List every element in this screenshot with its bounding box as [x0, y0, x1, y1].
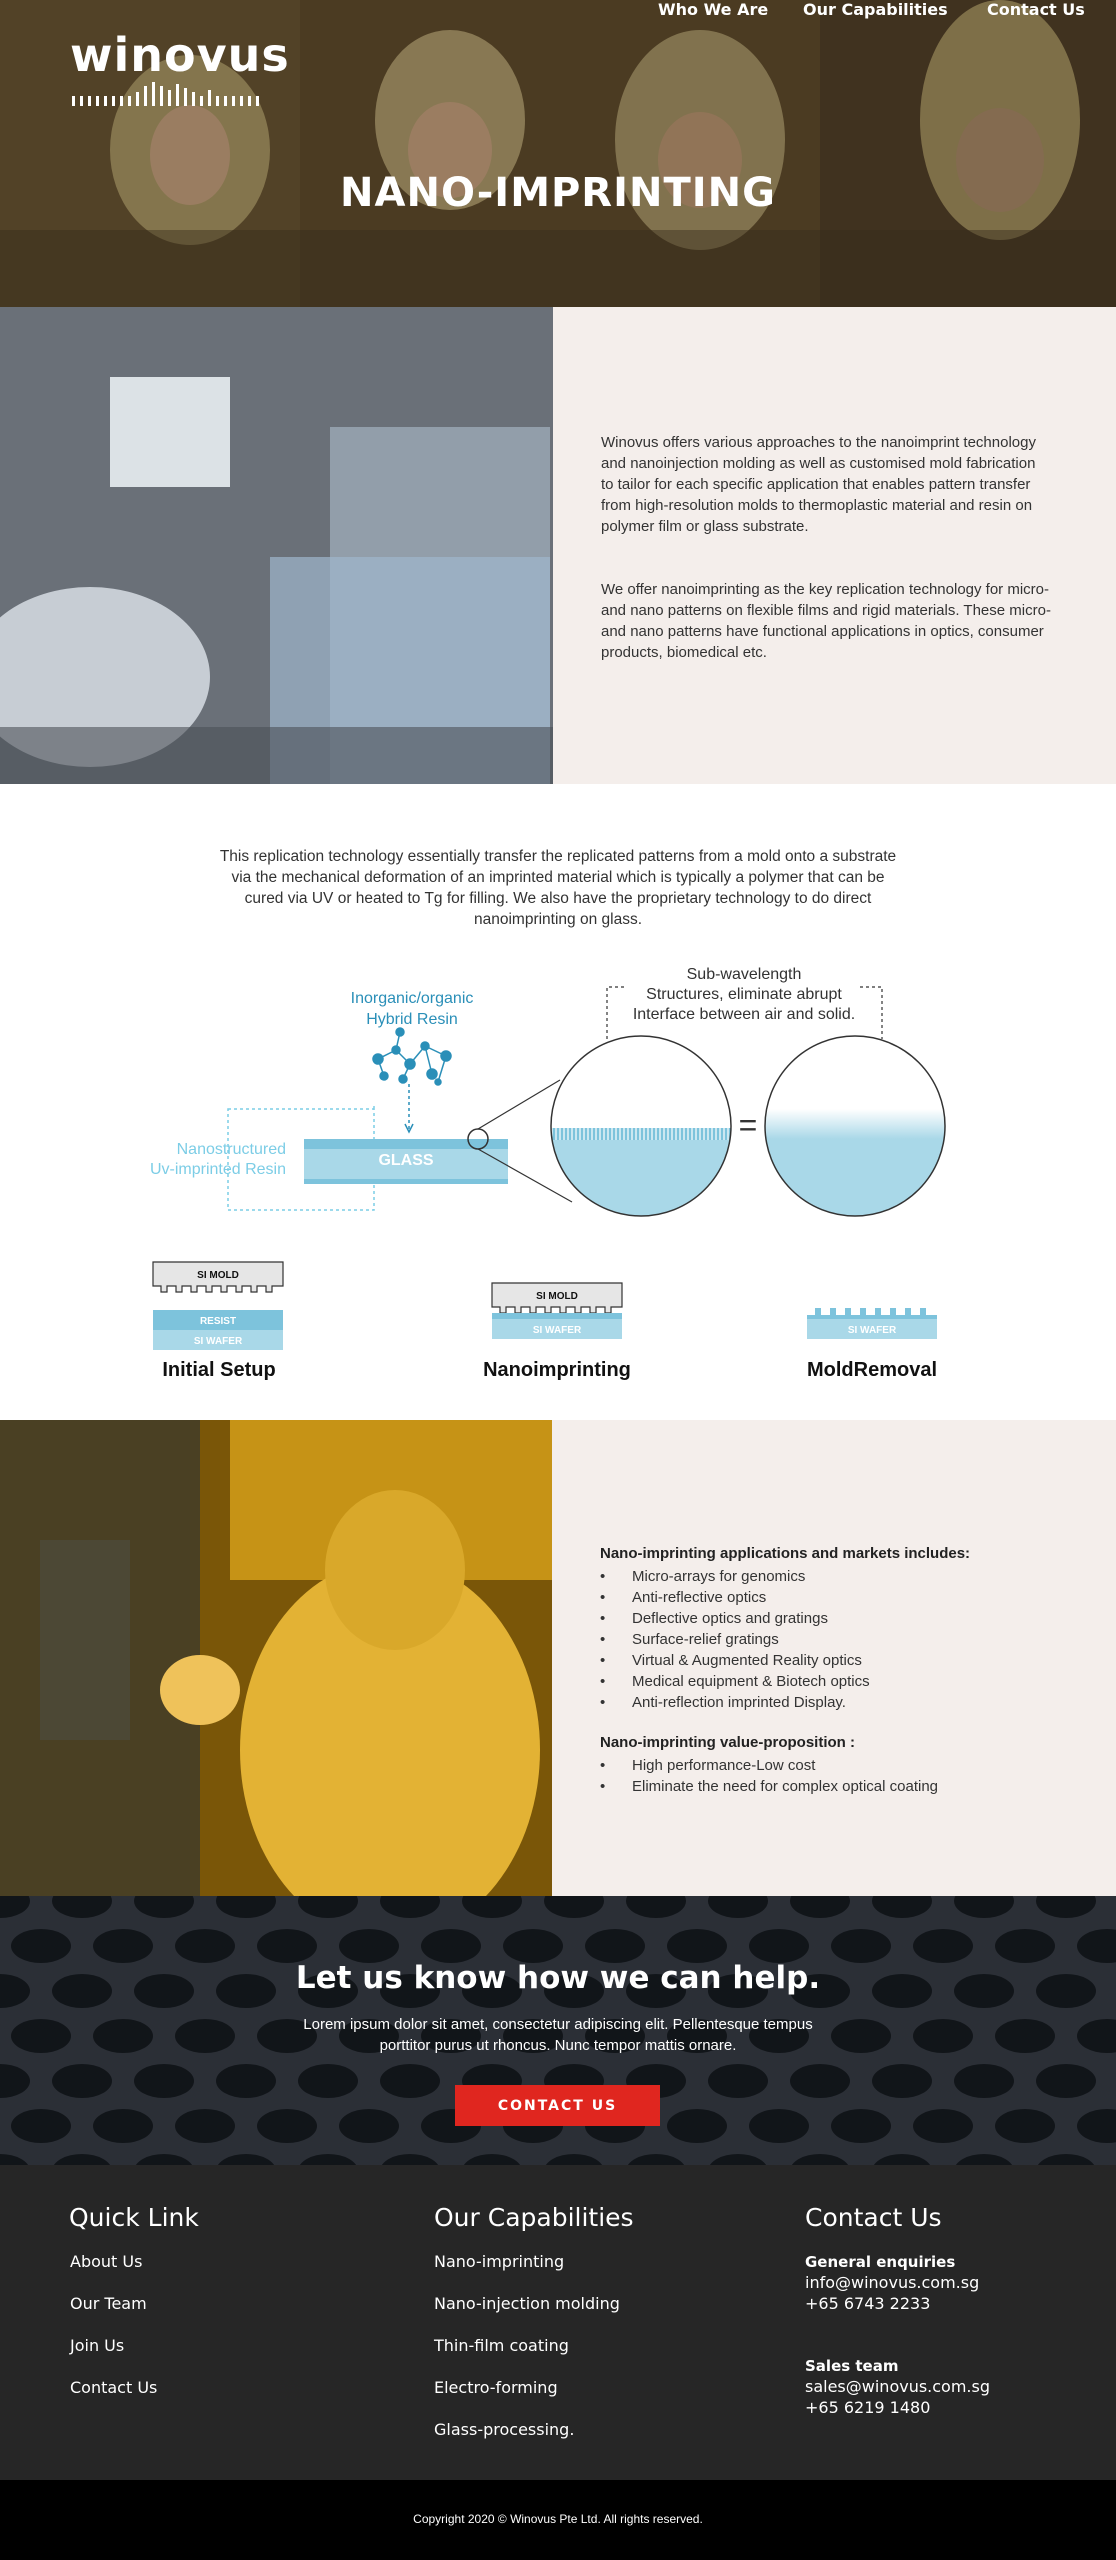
- applications-list: [600, 1566, 870, 1713]
- svg-text:SI MOLD: SI MOLD: [536, 1291, 578, 1302]
- nanostructure-zoom-circle: [550, 1128, 735, 1229]
- step-nanoimprinting-diagram: [492, 1283, 622, 1339]
- list-item: • Eliminate the need for complex optical coating: [600, 1778, 939, 1795]
- copyright-bar: [0, 2480, 1116, 2560]
- cleanroom-worker-photo: [0, 1420, 552, 1896]
- page-title: NANO-IMPRINTING: [340, 170, 776, 216]
- footer: [0, 2165, 1116, 2480]
- footer-link-our-team[interactable]: Our Team: [70, 2294, 147, 2313]
- general-enquiries-label: General enquiries: [805, 2253, 956, 2271]
- nanoimprint-diagram: [0, 784, 1116, 1420]
- equals-sign: =: [738, 1107, 758, 1143]
- intro-text-panel: [553, 307, 1116, 784]
- general-email-link[interactable]: info@winovus.com.sg: [805, 2273, 980, 2292]
- general-phone: +65 6743 2233: [805, 2294, 931, 2313]
- list-item: • Micro-arrays for genomics: [600, 1568, 806, 1585]
- resin-molecule-icon: [373, 1028, 451, 1085]
- footer-link-glass-processing[interactable]: Glass-processing.: [434, 2420, 575, 2439]
- sales-email-link[interactable]: sales@winovus.com.sg: [805, 2377, 991, 2396]
- svg-text:SI MOLD: SI MOLD: [197, 1270, 239, 1281]
- copyright-text: Copyright 2020 © Winovus Pte Ltd. All rights reserved.: [413, 2512, 703, 2526]
- list-item: • Anti-reflection imprinted Display.: [600, 1694, 846, 1711]
- nav-our-capabilities[interactable]: Our Capabilities: [803, 0, 948, 19]
- step-initial-setup-diagram: [153, 1262, 283, 1350]
- gradient-zoom-circle: [760, 1109, 950, 1229]
- applications-heading: Nano-imprinting applications and markets includes:: [600, 1545, 971, 1562]
- subwavelength-label-1: Sub-wavelength: [686, 966, 802, 983]
- svg-text:SI WAFER: SI WAFER: [532, 1325, 582, 1336]
- footer-quick-link-title: Quick Link: [69, 2203, 199, 2232]
- subwavelength-label-2: Structures, eliminate abrupt: [646, 986, 842, 1003]
- glass-label: GLASS: [378, 1152, 434, 1169]
- process-section: [0, 784, 1116, 1420]
- list-item: • Surface-relief gratings: [600, 1631, 779, 1648]
- sales-team-label: Sales team: [805, 2357, 899, 2375]
- resin-label-2: Hybrid Resin: [366, 1011, 458, 1028]
- intro-section: [0, 307, 1116, 784]
- intro-paragraph-1: Winovus offers various approaches to the nanoimprint technology and nanoinjection molding as well as customised mold fabrication to tailor for each specific application that enables pattern transfer from high-resolution molds to thermoplastic material and resin on polymer film or glass substrate.: [601, 434, 1036, 535]
- footer-link-nano-injection[interactable]: Nano-injection molding: [434, 2294, 620, 2313]
- process-intro: This replication technology essentially transfer the replicated patterns from a mold onto a substrate via the mechanical deformation of an imprinted material which is typically a polymer that can be cured via UV or heated to Tg for filling. We also have the proprietary technology to do direct nanoimprinting on glass.: [219, 848, 897, 928]
- footer-link-electro-forming[interactable]: Electro-forming: [434, 2378, 558, 2397]
- cta-title: Let us know how we can help.: [295, 1960, 821, 1996]
- footer-link-join-us[interactable]: Join Us: [70, 2336, 125, 2355]
- contact-cta-section: [0, 1896, 1116, 2165]
- applications-section: [0, 1420, 1116, 1896]
- svg-text:SI WAFER: SI WAFER: [847, 1325, 897, 1336]
- step-mold-removal-diagram: [807, 1308, 937, 1339]
- sales-phone: +65 6219 1480: [805, 2398, 931, 2417]
- nano-label-2: Uv-imprinted Resin: [149, 1161, 286, 1178]
- list-item: • Anti-reflective optics: [600, 1589, 767, 1606]
- footer-link-contact-us[interactable]: Contact Us: [70, 2378, 158, 2397]
- cta-description: Lorem ipsum dolor sit amet, consectetur adipiscing elit. Pellentesque tempus porttitor purus ut rhoncus. Nunc tempor mattis ornare.: [303, 2016, 813, 2054]
- step-1-label: Initial Setup: [162, 1359, 276, 1381]
- value-list: [600, 1755, 938, 1797]
- svg-text:RESIST: RESIST: [199, 1316, 237, 1327]
- value-heading: Nano-imprinting value-proposition :: [600, 1734, 855, 1751]
- svg-text:SI WAFER: SI WAFER: [193, 1336, 243, 1347]
- logo-bars-icon: [70, 80, 260, 108]
- winovus-logo[interactable]: [70, 28, 290, 108]
- step-2-label: Nanoimprinting: [483, 1359, 631, 1381]
- list-item: • High performance-Low cost: [600, 1757, 816, 1774]
- contact-us-button[interactable]: CONTACT US: [455, 2085, 660, 2126]
- logo-wordmark: winovus: [70, 28, 290, 82]
- footer-link-nano-imprinting[interactable]: Nano-imprinting: [434, 2252, 565, 2271]
- nav-who-we-are[interactable]: Who We Are: [658, 0, 769, 19]
- step-3-label: MoldRemoval: [806, 1359, 938, 1381]
- hero-banner: [0, 0, 1116, 307]
- list-item: • Deflective optics and gratings: [600, 1610, 828, 1627]
- lab-wafer-photo: [0, 307, 553, 784]
- list-item: • Medical equipment & Biotech optics: [600, 1673, 870, 1690]
- resin-label-1: Inorganic/organic: [350, 990, 474, 1007]
- subwavelength-label-3: Interface between air and solid.: [632, 1006, 856, 1023]
- glass-layer: [304, 1139, 508, 1149]
- applications-text-panel: [552, 1420, 1116, 1896]
- intro-paragraph-2: We offer nanoimprinting as the key replication technology for micro- and nano patterns on flexible films and rigid materials. These micro- and nano patterns have functional applications in optics, consumer products, biomedical etc.: [601, 581, 1051, 661]
- footer-capabilities-title: Our Capabilities: [434, 2203, 634, 2232]
- footer-link-thin-film[interactable]: Thin-film coating: [434, 2336, 569, 2355]
- list-item: • Virtual & Augmented Reality optics: [600, 1652, 862, 1669]
- nano-label-1: Nanostructured: [176, 1141, 286, 1158]
- nav-contact-us[interactable]: Contact Us: [987, 0, 1085, 19]
- footer-contact-title: Contact Us: [805, 2203, 942, 2232]
- footer-link-about-us[interactable]: About Us: [70, 2252, 143, 2271]
